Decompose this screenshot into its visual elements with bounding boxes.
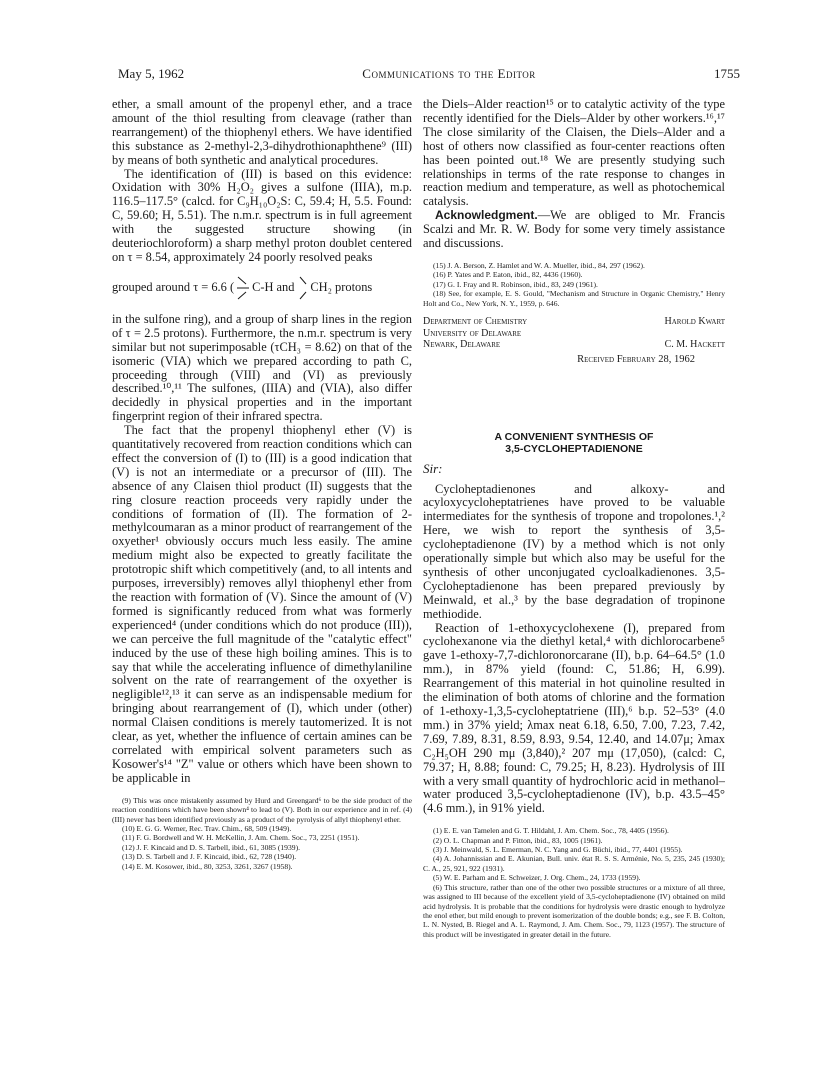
groups-ch2: CH₂ protons (310, 280, 373, 295)
footnote: (18) See, for example, E. S. Gould, "Mechanism and Structure in Organic Chemistry," Henry Holt and Co., New York, N. Y., 1959, p. 646. (423, 289, 725, 308)
paragraph: ether, a small amount of the propenyl ether, and a trace amount of the thiol resulting from cleavage (rather than rearrangement) of the thiophenyl ethers. We have identified this substance as 2-methyl-2,3-dihydrothionaphthene⁹ (III) by means of both synthetic and analytical procedures. (112, 97, 412, 167)
article-title (423, 431, 725, 455)
footnote: (2) O. L. Chapman and P. Fitton, ibid., 83, 1005 (1961). (433, 835, 603, 845)
footnote: (14) E. M. Kosower, ibid., 80, 3253, 3261, 3267 (1958). (122, 861, 293, 871)
journal-section: Communications to the Editor (362, 66, 536, 81)
acknowledgment-text: —We are obliged to Mr. Francis Scalzi and Mr. R. W. Body for some very timely assistance and discussions. (423, 208, 725, 251)
footnote: (9) This was once mistakenly assumed by Hurd and Greengard⁶ to be the side product of the reaction conditions which have been shown⁴ to lead to (V). Both in our experience and in ref. (4) (III) never has been identified previously as a product of the pyrolysis of allyl thiophenyl ether. (112, 795, 412, 824)
page-header (118, 66, 740, 86)
acknowledgment-label: Acknowledgment. (435, 208, 538, 223)
footnote: (11) F. G. Bordwell and W. H. McKellin, J. Am. Chem. Soc., 73, 2251 (1951). (122, 833, 360, 843)
footnote: (1) E. E. van Tamelen and G. T. Hildahl, J. Am. Chem. Soc., 78, 4405 (1956). (433, 826, 669, 836)
footnote: (15) J. A. Berson, Z. Hamlet and W. A. Mueller, ibid., 84, 297 (1962). (433, 260, 645, 270)
paragraph: Reaction of 1-ethoxycyclohexene (I), prepared from cyclohexanone via the diethyl ketal,⁴ with dichlorocarbene⁵ gave 1-ethoxy-7,7-dichloronorcarane (II), b.p. 64–64.5° (1.0 mm.), in 87% yield (found: C, 51.86; H, 6.99). Rearrangement of this material in hot quinoline resulted in the elimination of both atoms of chlorine and the formation of 1-ethoxy-1,3,5-cycloheptatriene (III),⁶ b.p. 52–53° (4.0 mm.) in 37% yield; λmax neat 6.18, 6.50, 7.00, 7.23, 7.42, 7.69, 7.89, 8.31, 8.59, 8.93, 9.54, 12.40, and 14.07μ; λmax C₂H₅OH 290 mμ (3,840),² 207 mμ (17,050), (calcd: C, 79.37; H, 8.88; found: C, 79.25; H, 8.23). Hydrolysis of III with a very small quantity of hydrochloric acid in methanol–water produced 3,5-cycloheptadienone (IV), b.p. 43.5–45° (4.6 mm.), in 91% yield. (423, 620, 725, 816)
paragraph: Cycloheptadienones and alkoxy- and acyloxycycloheptatrienes have proved to be valuable intermediates for the synthesis of tropone and tropolones.¹,² Here, we wish to report the synthesis of 3,5-cycloheptadienone (IV) by a method which is not only operationally simple but which also may be useful for the synthesis of other unconjugated cycloalkadienones. 3,5-Cycloheptadienone has been prepared previously by Meinwald, et al.,³ by the base degradation of tropinone methiodide. (423, 481, 725, 621)
footnote: (16) P. Yates and P. Eaton, ibid., 82, 4436 (1960). (433, 270, 583, 280)
groups-prefix: grouped around τ = 6.6 ( (112, 280, 235, 295)
footnote: (13) D. S. Tarbell and J. F. Kincaid, ibid., 62, 728 (1940). (122, 852, 297, 862)
paragraph: The identification of (III) is based on this evidence: Oxidation with 30% H₂O₂ gives a sulfone (IIIA), m.p. 116.5–117.5° (calcd. for C₉H₁₀O₂S: C, 59.4; H, 5.5. Found: C, 59.60; H, 5.51). The n.m.r. spectrum is in full agreement with the suggested structure showing (in deuteriochloroform) a sharp methyl proton doublet centered on τ = 8.54, approximately 24 poorly resolved peaks (112, 166, 412, 264)
page-number: 1755 (714, 66, 740, 81)
author-signature (423, 316, 725, 351)
university: University of Delaware (423, 327, 522, 339)
footnote: (10) E. G. G. Werner, Rec. Trav. Chim., 68, 509 (1949). (122, 823, 292, 833)
left-column (112, 98, 412, 871)
paragraph: the Diels–Alder reaction¹⁵ or to catalytic activity of the type recently identified for the Diels–Alder by other workers.¹⁶,¹⁷ The close similarity of the Claisen, the Diels–Alder and a host of others now classified as four-center reactions often has been pointed out.¹⁸ We are presently studying such relationships in terms of the rate response to changes in reaction medium and temperature, as well as photochemical catalysis. (423, 97, 725, 209)
paragraph: in the sulfone ring), and a group of sharp lines in the region of τ = 2.5 protons). Furthermore, the n.m.r. spectrum is very similar but not superimposable (τCH₃ = 8.62) on that of the isomeric (VIA) which we prepared according to path C, proceeding through (VIII) and (VI) as previously described.¹⁰,¹¹ The sulfones, (IIIA) and (VIA), also differ decidedly in physical properties and in the important fingerprint region of their infrared spectra. (112, 311, 412, 424)
bond-icon (236, 273, 250, 303)
footnote: (3) J. Meinwald, S. L. Emerman, N. C. Yang and G. Büchi, ibid., 77, 4401 (1955). (433, 845, 683, 855)
right-column (423, 98, 725, 939)
issue-date: May 5, 1962 (118, 66, 185, 81)
footnote: (12) J. F. Kincaid and D. S. Tarbell, ibid., 61, 3085 (1939). (122, 842, 300, 852)
department: Department of Chemistry (423, 316, 528, 327)
bond-icon (296, 273, 308, 303)
received-date: Received February 28, 1962 (577, 353, 695, 365)
author-name: Harold Kwart (664, 316, 725, 327)
footnotes (423, 826, 725, 939)
footnote: (17) G. I. Fray and R. Robinson, ibid., 83, 249 (1961). (433, 279, 598, 289)
title-line: 3,5-CYCLOHEPTADIENONE (505, 442, 643, 455)
footnotes (112, 796, 412, 871)
author-name: C. M. Hackett (664, 339, 725, 350)
title-line: A CONVENIENT SYNTHESIS OF (494, 430, 654, 443)
salutation: Sir: (423, 460, 443, 476)
footnotes (423, 261, 725, 308)
footnote: (5) W. E. Parham and E. Schweizer, J. Org. Chem., 24, 1733 (1959). (433, 873, 641, 883)
paragraph: The fact that the propenyl thiophenyl ether (V) is quantitatively recovered from reaction conditions which can effect the conversion of (I) to (III) is a good indication that (V) is not an intermediate or a precursor of (III). The absence of any Claisen thiol product (II) suggests that the ring closure reaction proceeds very rapidly under the conditions of formation of (II). The formation of 2-methylcoumaran as a minor product of rearrangement of the oxyether¹ obviously occurs much less easily. The amine medium might also be expected to greatly facilitate the prototropic shift which competitively (and, to all intents and purposes, irreversibly) removes allyl thiophenyl ether from the reaction with formation of (V). Since the amount of (V) formed is significantly reduced from what was formerly experienced⁴ (under conditions which do not produce (III)), we can perceive the full magnitude of the "catalytic effect" induced by the use of these high boiling amines. This is to say that while the accelerating influence of dimethylaniline solvent on the rate of rearrangement of the oxyether is negligible¹²,¹³ it can serve as an indispensable medium for bringing about rearrangement of (I), which under (other) normal Claisen conditions is merely tautomerized. It is not clear, as yet, whether the influence of certain amines can be correlated with empirical solvent parameters such as Kosower's¹⁴ "Z" value or others which have been shown to be applicable in (112, 423, 412, 785)
acknowledgment (423, 209, 725, 251)
groups-ch: C-H and (252, 280, 295, 295)
structure-inline (112, 273, 412, 303)
footnote: (4) A. Johannissian and E. Akunian, Bull. univ. état R. S. S. Arménie, No. 5, 235, 245 (1930); C. A., 25, 921, 922 (1931). (423, 854, 725, 873)
city: Newark, Delaware (423, 339, 501, 350)
footnote: (6) This structure, rather than one of the other two possible structures or a mixture of all three, was assigned to III because of the excellent yield of 3,5-cycloheptadienone (IV) obtained on mild acid hydrolysis. It is probable that the conditions for hydrolysis were drastic enough to hydrolyze the enol ether, but mild enough to prevent isomerization of the double bonds; e.g., see F. B. Colton, L. N. Nysted, B. Riegel and A. L. Raymond, J. Am. Chem. Soc., 79, 1123 (1957). The structure of this product will be investigated in greater detail in the future. (423, 882, 725, 939)
